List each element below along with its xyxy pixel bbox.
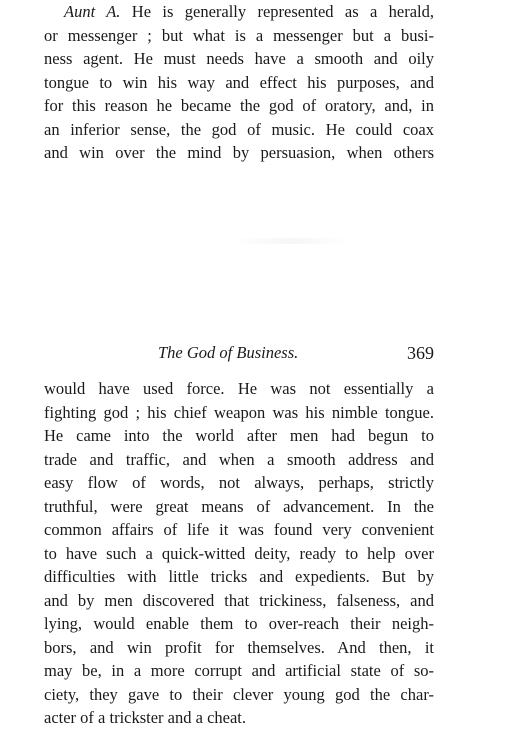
text-line: trade and traffic, and when a smooth address and	[44, 449, 434, 469]
text-line: ness agent. He must needs have a smooth and oily	[44, 49, 434, 68]
text-line: and win over the mind by persuasion, when others	[44, 143, 434, 162]
text-line: may be, in a more corrupt and artificial state of so-	[44, 661, 434, 680]
bottom-paragraph	[44, 377, 434, 730]
top-paragraph	[44, 0, 434, 165]
text-line: acter of a trickster and a cheat.	[44, 708, 247, 727]
text-line: for this reason he became the god of oratory, and, in	[44, 96, 434, 115]
text-line: tongue to win his way and effect his purposes, and	[44, 72, 434, 92]
text-line: fighting god ; his chief weapon was his nimble tongue.	[44, 402, 434, 422]
running-title: The God of Business.	[158, 343, 299, 362]
text-line: to have such a quick-witted deity, ready to help over	[44, 543, 434, 563]
text-line: would have used force. He was not essentially a	[44, 379, 434, 398]
text-line: an inferior sense, the god of music. He could coax	[44, 119, 434, 139]
page-number: 369	[407, 343, 434, 363]
text-line: or messenger ; but what is a messenger but a busi-	[44, 25, 434, 45]
text-line: bors, and win profit for themselves. And then, it	[44, 637, 434, 657]
speaker-lead-in: Aunt A.	[64, 2, 121, 21]
text-line: He came into the world after men had begun to	[44, 426, 434, 445]
text-line: easy flow of words, not always, perhaps, strictly	[44, 473, 434, 492]
text-line	[44, 0, 434, 24]
text-line: lying, would enable them to over-reach their neigh-	[44, 614, 434, 633]
text-line: and by men discovered that trickiness, falseness, and	[44, 590, 434, 610]
page-gutter-shadow	[230, 238, 350, 244]
text-line: ciety, they gave to their clever young god the char-	[44, 684, 434, 704]
text-line: truthful, were great means of advancement. In the	[44, 496, 434, 516]
running-head	[44, 340, 434, 366]
text-line: common affairs of life it was found very convenient	[44, 520, 434, 539]
text-line: difficulties with little tricks and expedients. But by	[44, 567, 434, 586]
line-text: He is generally represented as a herald,	[120, 2, 434, 21]
